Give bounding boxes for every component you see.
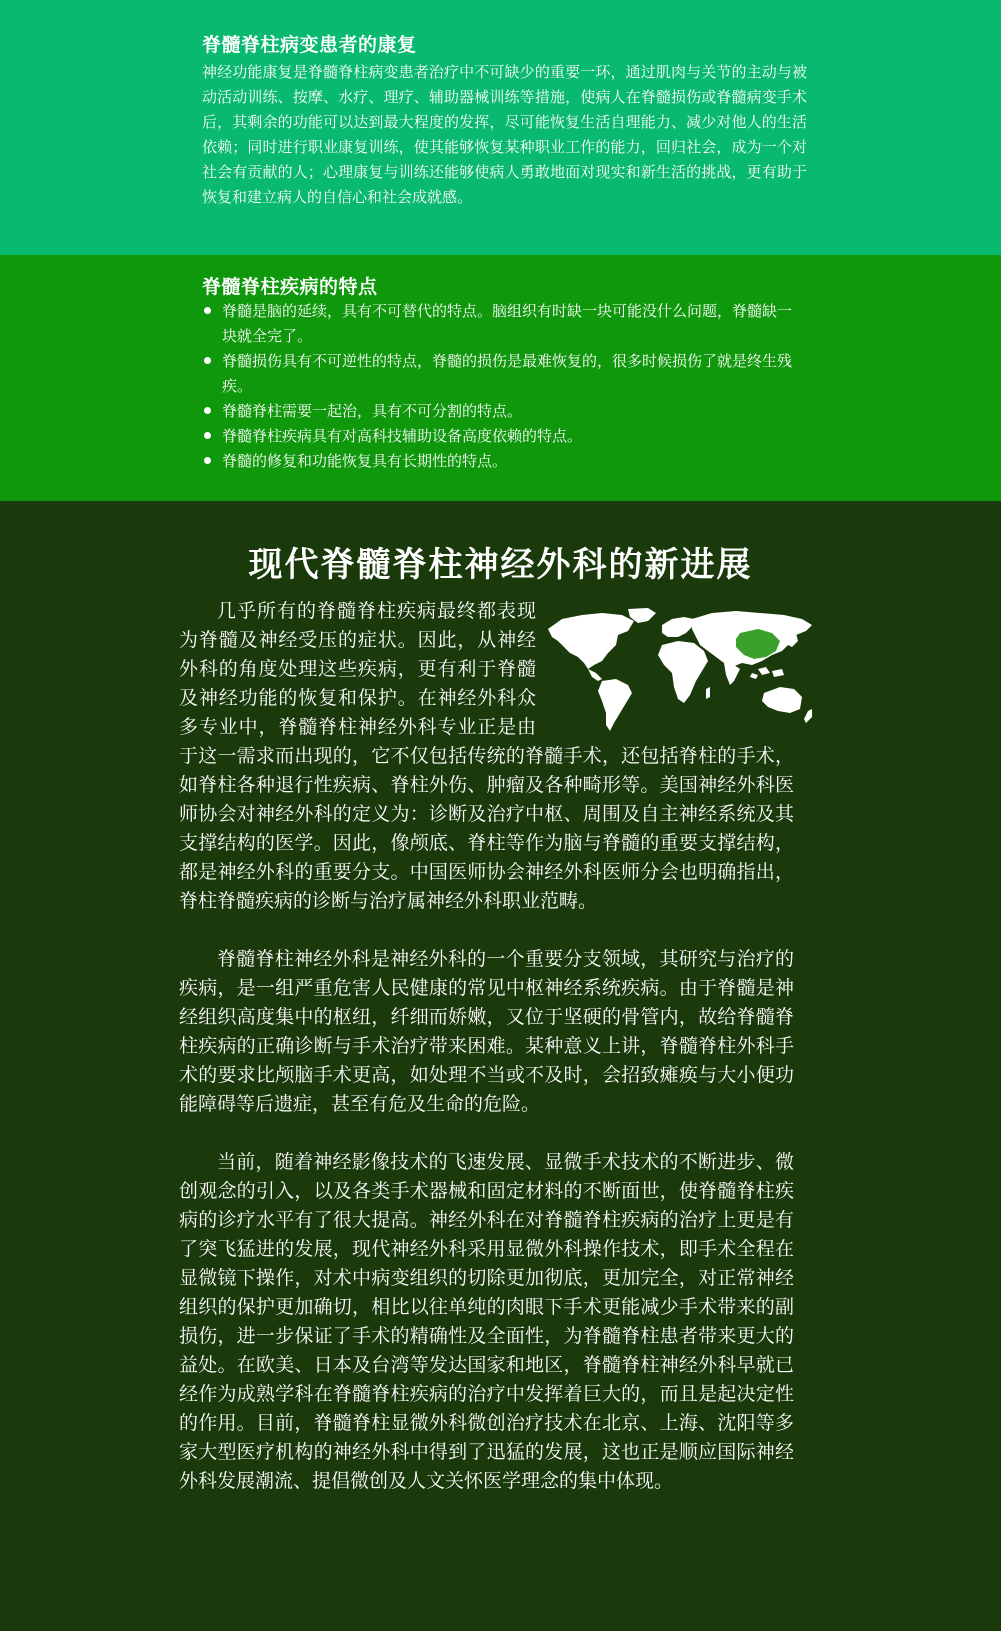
feature-item: [202, 399, 802, 424]
feature-item-text: 脊髓脊柱疾病具有对高科技辅助设备高度依赖的特点。: [222, 427, 583, 445]
features-section: [0, 255, 1001, 501]
progress-paragraph-3: 当前，随着神经影像技术的飞速发展、显微手术技术的不断进步、微创观念的引入，以及各类手术器械和固定材料的不断面世，使脊髓脊柱疾病的诊疗水平有了很大提高。神经外科在对脊髓脊柱疾病的治疗上更是有了突飞猛进的发展，现代神经外科采用显微外科操作技术，即手术全程在显微镜下操作，对术中病变组织的切除更加彻底，更加完全，对正常神经组织的保护更加确切，相比以往单纯的肉眼下手术更能减少手术带来的副损伤，进一步保证了手术的精确性及全面性，为脊髓脊柱患者带来更大的益处。在欧美、日本及台湾等发达国家和地区，脊髓脊柱神经外科早就已经作为成熟学科在脊髓脊柱疾病的治疗中发挥着巨大的，而且是起决定性的作用。目前，脊髓脊柱显微外科微创治疗技术在北京、上海、沈阳等多家大型医疗机构的神经外科中得到了迅猛的发展，这也正是顺应国际神经外科发展潮流、提倡微创及人文关怀医学理念的集中体现。: [179, 1151, 794, 1492]
rehab-heading: 脊髓脊柱病变患者的康复: [202, 34, 417, 56]
bullet-dot-icon: [204, 307, 211, 314]
feature-item: [202, 424, 802, 449]
progress-paragraph-2: 脊髓脊柱神经外科是神经外科的一个重要分支领域，其研究与治疗的疾病，是一组严重危害人民健康的常见中枢神经系统疾病。由于脊髓是神经组织高度集中的枢纽，纤细而娇嫩，又位于坚硬的骨管内，故给脊髓脊柱疾病的正确诊断与手术治疗带来困难。某种意义上讲，脊髓脊柱外科手术的要求比颅脑手术更高，如处理不当或不及时，会招致瘫痪与大小便功能障碍等后遗症，甚至有危及生命的危险。: [179, 948, 794, 1115]
feature-item: [202, 299, 802, 349]
bullet-dot-icon: [204, 457, 211, 464]
progress-paragraph-1: 几乎所有的脊髓脊柱疾病最终都表现为脊髓及神经受压的症状。因此，从神经外科的角度处理这些疾病，更有利于脊髓及神经功能的恢复和保护。在神经外科众多专业中，脊髓脊柱神经外科专业正是由于这一需求而出现的，它不仅包括传统的脊髓手术，还包括脊柱的手术，如脊柱各种退行性疾病、脊柱外伤、肿瘤及各种畸形等。美国神经外科医师协会对神经外科的定义为：诊断及治疗中枢、周围及自主神经系统及其支撑结构的医学。因此，像颅底、脊柱等作为脑与脊髓的重要支撑结构，都是神经外科的重要分支。中国医师协会神经外科医师分会也明确指出，脊柱脊髓疾病的诊断与治疗属神经外科职业范畴。: [179, 600, 794, 912]
feature-item-text: 脊髓是脑的延续，具有不可替代的特点。脑组织有时缺一块可能没什么问题，脊髓缺一块就全完了。: [222, 302, 793, 345]
feature-item-text: 脊髓损伤具有不可逆性的特点，脊髓的损伤是最难恢复的，很多时候损伤了就是终生残疾。: [222, 352, 793, 395]
progress-body: [179, 597, 794, 1525]
bullet-dot-icon: [204, 407, 211, 414]
rehab-text: 神经功能康复是脊髓脊柱病变患者治疗中不可缺少的重要一环，通过肌肉与关节的主动与被动活动训练、按摩、水疗、理疗、辅助器械训练等措施，使病人在脊髓损伤或脊髓病变手术后，其剩余的功能可以达到最大程度的发挥，尽可能恢复生活自理能力、减少对他人的生活依赖；同时进行职业康复训练，使其能够恢复某种职业工作的能力，回归社会，成为一个对社会有贡献的人；心理康复与训练还能够使病人勇敢地面对现实和新生活的挑战，更有助于恢复和建立病人的自信心和社会成就感。: [202, 63, 807, 206]
rehab-section: [0, 0, 1001, 255]
progress-section: [0, 501, 1001, 1631]
feature-item: [202, 449, 802, 474]
feature-item-text: 脊髓脊柱需要一起治，具有不可分割的特点。: [222, 402, 523, 420]
bullet-dot-icon: [204, 357, 211, 364]
progress-title: 现代脊髓脊柱神经外科的新进展: [248, 545, 753, 585]
features-heading: 脊髓脊柱疾病的特点: [202, 276, 378, 298]
feature-item-text: 脊髓的修复和功能恢复具有长期性的特点。: [222, 452, 508, 470]
features-list: [202, 299, 802, 474]
bullet-dot-icon: [204, 432, 211, 439]
feature-item: [202, 349, 802, 399]
world-map-icon: [544, 607, 816, 732]
